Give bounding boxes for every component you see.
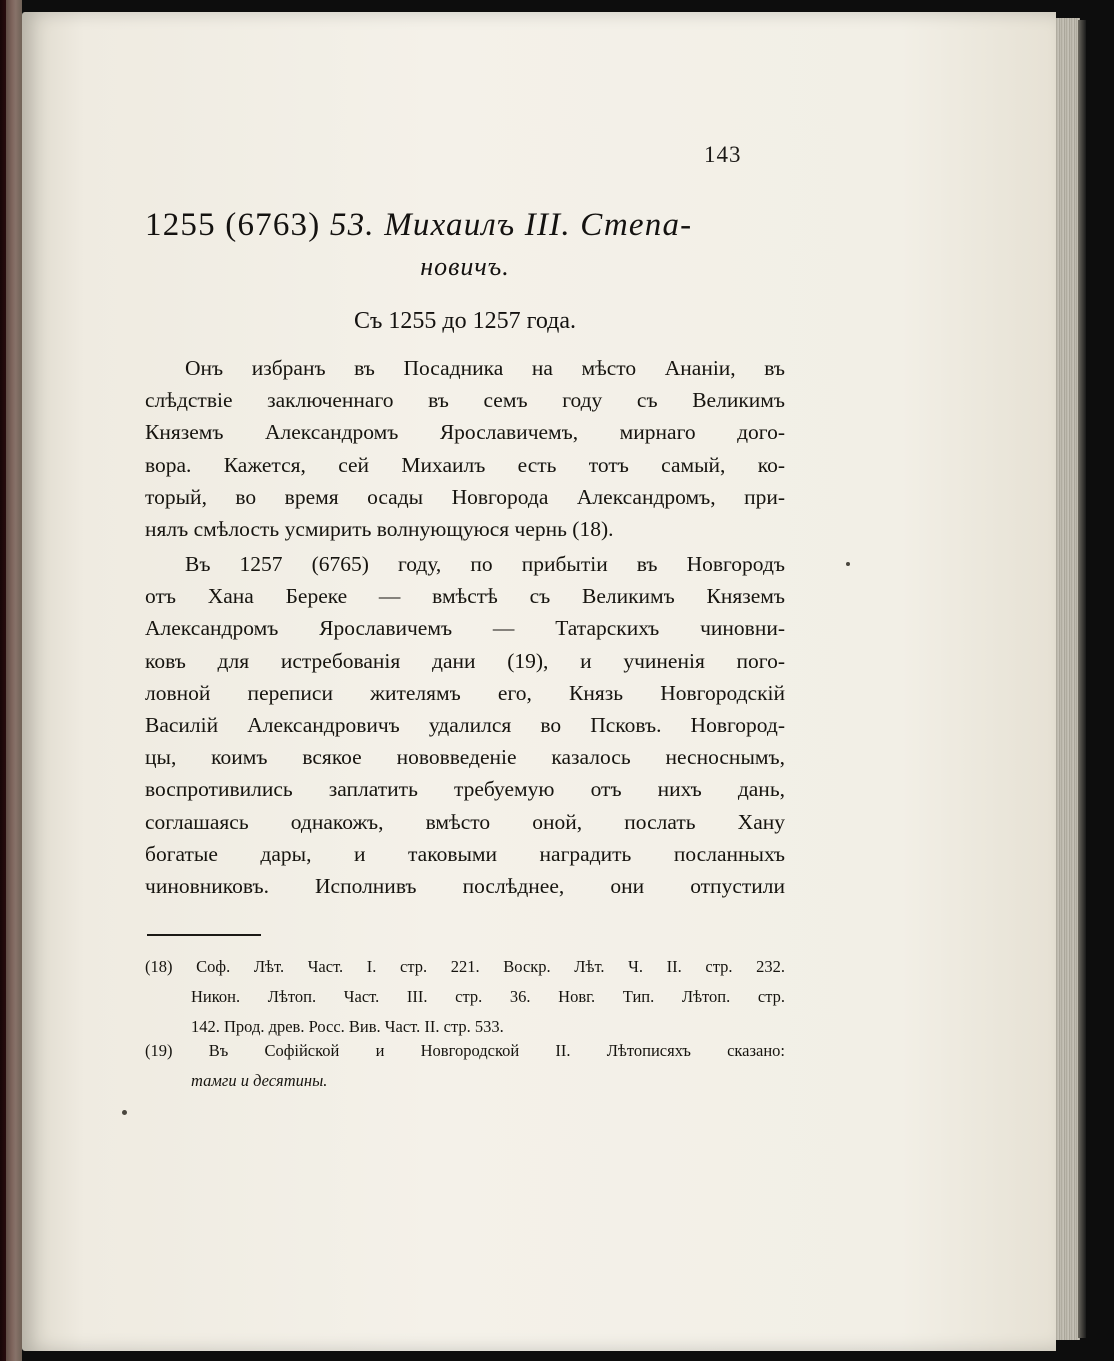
text-line: ковъ для истребованія дани (19), и учиненія пого- — [145, 648, 785, 673]
text-line: Василій Александровичъ удалился во Псковъ. Новгород- — [145, 712, 785, 737]
page-number: 143 — [704, 142, 742, 167]
footnote-divider — [147, 934, 261, 936]
paper-speck — [846, 562, 850, 566]
text-line: вора. Кажется, сей Михаилъ есть тотъ самый, ко- — [145, 452, 785, 477]
text-line: Княземъ Александромъ Ярославичемъ, мирнаго дого- — [145, 420, 785, 445]
footnote-line: (18) Соф. Лѣт. Част. I. стр. 221. Воскр. Лѣт. Ч. II. стр. 232. — [145, 957, 785, 976]
text-line: цы, коимъ всякое нововведеніе казалось несноснымъ, — [145, 745, 785, 770]
text-line: чиновниковъ. Исполнивъ послѣднее, они отпустили — [145, 873, 785, 898]
heading-name: 53. Михаилъ III. Степа- — [329, 207, 693, 243]
text-line: Въ 1257 (6765) году, по прибытіи въ Новгородъ — [185, 552, 785, 576]
paragraph-1 — [145, 352, 785, 545]
heading-years: 1255 (6763) — [145, 207, 321, 243]
text-line: богатые дары, и таковыми наградить посланныхъ — [145, 841, 785, 866]
text-line: воспротивились заплатить требуемую отъ нихъ дань, — [145, 777, 785, 802]
chapter-heading — [145, 198, 785, 252]
footnote-line: (19) Въ Софійской и Новгородской II. Лѣтописяхъ сказано: — [145, 1041, 785, 1060]
text-line: отъ Хана Береке — вмѣстѣ съ Великимъ Княземъ — [145, 584, 785, 609]
text-line: торый, во время осады Новгорода Александромъ, при- — [145, 484, 785, 509]
footnote-19 — [145, 1036, 785, 1096]
footnote-line: 142. Прод. древ. Росс. Вив. Част. II. стр. 533. — [191, 1017, 504, 1036]
left-page-edge — [6, 0, 22, 1361]
text-line: соглашаясь однакожъ, вмѣсто оной, послать Хану — [145, 809, 785, 834]
text-line: слѣдствіе заключеннаго въ семъ году съ Великимъ — [145, 388, 785, 413]
heading-subtitle: Съ 1255 до 1257 года. — [353, 308, 577, 334]
paragraph-2 — [145, 548, 785, 902]
page-stack-shadow — [1078, 20, 1086, 1338]
text-line: нялъ смѣлость усмирить волнующуюся чернь (18). — [145, 516, 614, 541]
paper-speck — [122, 1110, 127, 1115]
text-line: ловной переписи жителямъ его, Князь Новгородскій — [145, 680, 785, 705]
footnote-line: Никон. Лѣтоп. Част. III. стр. 36. Новг. Тип. Лѣтоп. стр. — [191, 987, 785, 1006]
footnote-line: тамги и десятины. — [191, 1071, 328, 1090]
footnote-18 — [145, 952, 785, 1042]
text-line: Онъ избранъ въ Посадника на мѣсто Ананіи, въ — [185, 356, 785, 380]
text-line: Александромъ Ярославичемъ — Татарскихъ чиновни- — [145, 616, 785, 641]
heading-continuation: новичъ. — [420, 252, 510, 281]
